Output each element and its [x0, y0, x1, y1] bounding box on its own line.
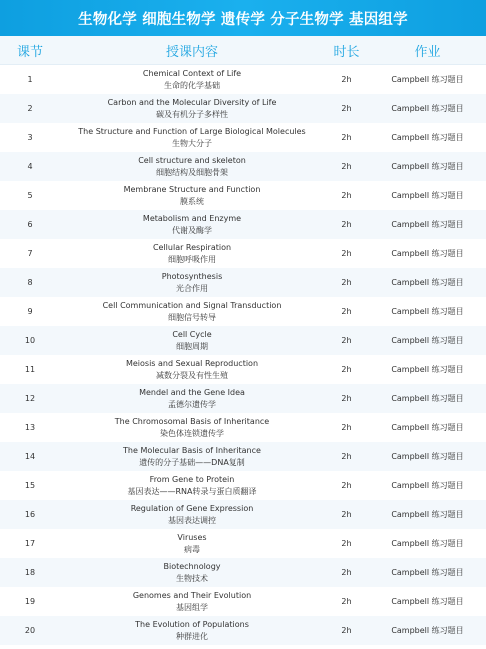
- lesson-duration: 2h: [341, 568, 352, 577]
- lesson-number: 14: [24, 452, 36, 461]
- lesson-homework: Campbell 练习题目: [391, 423, 464, 432]
- table-row: [0, 152, 486, 181]
- lesson-homework: Campbell 练习题目: [391, 568, 464, 577]
- topic-english: Mendel and the Gene Idea: [139, 388, 245, 397]
- topic-chinese: 细胞周期: [176, 341, 208, 351]
- lesson-topic: [60, 503, 324, 526]
- lesson-homework: Campbell 练习题目: [391, 626, 464, 635]
- table-row: [0, 268, 486, 297]
- lesson-topic: [60, 213, 324, 236]
- topic-english: The Evolution of Populations: [135, 620, 249, 629]
- topic-chinese: 遗传的分子基础——DNA复制: [139, 457, 245, 467]
- lesson-number: 20: [24, 626, 36, 635]
- table-body: [0, 65, 486, 645]
- lesson-number: 8: [27, 278, 33, 287]
- lesson-duration: 2h: [341, 394, 352, 403]
- lesson-number: 17: [24, 539, 36, 548]
- topic-chinese: 基因表达——RNA转录与蛋白质翻译: [127, 486, 257, 496]
- lesson-number: 11: [24, 365, 36, 374]
- topic-english: Metabolism and Enzyme: [142, 214, 242, 223]
- table-row: [0, 616, 486, 645]
- lesson-topic: [60, 445, 324, 468]
- lesson-homework: Campbell 练习题目: [391, 104, 464, 113]
- lesson-duration: 2h: [341, 162, 352, 171]
- topic-chinese: 生物技术: [176, 573, 208, 583]
- lesson-number: 7: [27, 249, 33, 258]
- lesson-homework: Campbell 练习题目: [391, 191, 464, 200]
- lesson-number: 13: [24, 423, 36, 432]
- lesson-number: 12: [24, 394, 36, 403]
- lesson-duration: 2h: [341, 307, 352, 316]
- lesson-homework: Campbell 练习题目: [391, 452, 464, 461]
- table-row: [0, 297, 486, 326]
- lesson-homework: Campbell 练习题目: [391, 510, 464, 519]
- lesson-topic: [60, 126, 324, 149]
- lesson-homework: Campbell 练习题目: [391, 133, 464, 142]
- lesson-duration: 2h: [341, 481, 352, 490]
- topic-english: Cell structure and skeleton: [138, 156, 246, 165]
- topic-english: Membrane Structure and Function: [123, 185, 261, 194]
- lesson-topic: [60, 590, 324, 613]
- lesson-duration: 2h: [341, 539, 352, 548]
- lesson-duration: 2h: [341, 133, 352, 142]
- lesson-number: 5: [27, 191, 33, 200]
- topic-chinese: 碳及有机分子多样性: [156, 109, 228, 119]
- header-homework: 作业: [414, 44, 441, 60]
- topic-english: Cell Communication and Signal Transduction: [102, 301, 282, 310]
- lesson-topic: [60, 242, 324, 265]
- topic-english: Meiosis and Sexual Reproduction: [125, 359, 259, 368]
- table-row: [0, 529, 486, 558]
- topic-chinese: 种群进化: [176, 631, 208, 641]
- table-row: [0, 413, 486, 442]
- table-row: [0, 384, 486, 413]
- lesson-topic: [60, 329, 324, 352]
- lesson-duration: 2h: [341, 278, 352, 287]
- table-row: [0, 94, 486, 123]
- lesson-duration: 2h: [341, 423, 352, 432]
- lesson-duration: 2h: [341, 75, 352, 84]
- table-row: [0, 442, 486, 471]
- topic-chinese: 细胞呼吸作用: [168, 254, 216, 264]
- topic-chinese: 染色体连锁遗传学: [160, 428, 224, 438]
- lesson-duration: 2h: [341, 597, 352, 606]
- table-row: [0, 471, 486, 500]
- topic-chinese: 细胞结构及细胞骨架: [156, 167, 228, 177]
- topic-english: Carbon and the Molecular Diversity of Life: [107, 98, 277, 107]
- topic-chinese: 光合作用: [176, 283, 208, 293]
- topic-chinese: 代谢及酶学: [172, 225, 212, 235]
- lesson-topic: [60, 300, 324, 323]
- lesson-number: 18: [24, 568, 36, 577]
- lesson-topic: [60, 532, 324, 555]
- table-row: [0, 500, 486, 529]
- lesson-homework: Campbell 练习题目: [391, 365, 464, 374]
- lesson-topic: [60, 184, 324, 207]
- topic-chinese: 基因组学: [176, 602, 208, 612]
- lesson-number: 10: [24, 336, 36, 345]
- lesson-topic: [60, 97, 324, 120]
- header-content: 授课内容: [165, 44, 218, 60]
- lesson-homework: Campbell 练习题目: [391, 307, 464, 316]
- lesson-number: 15: [24, 481, 36, 490]
- lesson-number: 19: [24, 597, 36, 606]
- lesson-homework: Campbell 练习题目: [391, 75, 464, 84]
- lesson-homework: Campbell 练习题目: [391, 336, 464, 345]
- lesson-number: 16: [24, 510, 36, 519]
- topic-english: Photosynthesis: [161, 272, 223, 281]
- lesson-homework: Campbell 练习题目: [391, 220, 464, 229]
- topic-english: Viruses: [177, 533, 207, 542]
- table-row: [0, 181, 486, 210]
- lesson-homework: Campbell 练习题目: [391, 597, 464, 606]
- lesson-topic: [60, 561, 324, 584]
- topic-chinese: 膜系统: [180, 196, 204, 206]
- lesson-homework: Campbell 练习题目: [391, 249, 464, 258]
- table-row: [0, 210, 486, 239]
- lesson-number: 6: [27, 220, 33, 229]
- lesson-number: 4: [27, 162, 33, 171]
- lesson-duration: 2h: [341, 365, 352, 374]
- lesson-duration: 2h: [341, 191, 352, 200]
- lesson-topic: [60, 358, 324, 381]
- header-lesson: 课节: [16, 44, 43, 60]
- table-row: [0, 558, 486, 587]
- table-row: [0, 355, 486, 384]
- lesson-number: 9: [27, 307, 33, 316]
- topic-english: Cell Cycle: [172, 330, 212, 339]
- lesson-topic: [60, 474, 324, 497]
- lesson-number: 3: [27, 133, 33, 142]
- lesson-topic: [60, 387, 324, 410]
- page-title: 生物化学 细胞生物学 遗传学 分子生物学 基因组学: [0, 0, 486, 36]
- topic-english: Biotechnology: [163, 562, 221, 571]
- lesson-homework: Campbell 练习题目: [391, 162, 464, 171]
- topic-english: Chemical Context of Life: [142, 69, 242, 78]
- table-row: [0, 326, 486, 355]
- topic-chinese: 生命的化学基础: [164, 80, 220, 90]
- lesson-duration: 2h: [341, 336, 352, 345]
- lesson-duration: 2h: [341, 220, 352, 229]
- topic-chinese: 减数分裂及有性生殖: [156, 370, 228, 380]
- lesson-homework: Campbell 练习题目: [391, 278, 464, 287]
- topic-chinese: 细胞信号转导: [168, 312, 216, 322]
- lesson-topic: [60, 271, 324, 294]
- lesson-topic: [60, 619, 324, 642]
- lesson-homework: Campbell 练习题目: [391, 394, 464, 403]
- table-row: [0, 239, 486, 268]
- topic-chinese: 生物大分子: [172, 138, 212, 148]
- lesson-duration: 2h: [341, 626, 352, 635]
- lesson-topic: [60, 416, 324, 439]
- table-header: [0, 36, 486, 65]
- topic-english: Cellular Respiration: [152, 243, 232, 252]
- lesson-homework: Campbell 练习题目: [391, 539, 464, 548]
- topic-english: From Gene to Protein: [149, 475, 235, 484]
- topic-english: Regulation of Gene Expression: [130, 504, 254, 513]
- topic-chinese: 病毒: [184, 544, 200, 554]
- topic-english: Genomes and Their Evolution: [132, 591, 252, 600]
- lesson-topic: [60, 155, 324, 178]
- lesson-topic: [60, 68, 324, 91]
- lesson-duration: 2h: [341, 249, 352, 258]
- topic-english: The Chromosomal Basis of Inheritance: [114, 417, 270, 426]
- lesson-duration: 2h: [341, 104, 352, 113]
- table-row: [0, 65, 486, 94]
- topic-chinese: 孟德尔遗传学: [168, 399, 216, 409]
- table-row: [0, 123, 486, 152]
- topic-english: The Molecular Basis of Inheritance: [123, 446, 261, 455]
- lesson-duration: 2h: [341, 510, 352, 519]
- lesson-number: 1: [27, 75, 33, 84]
- table-row: [0, 587, 486, 616]
- lesson-duration: 2h: [341, 452, 352, 461]
- header-duration: 时长: [333, 44, 360, 60]
- topic-english: The Structure and Function of Large Biological Molecules: [78, 127, 306, 136]
- lesson-number: 2: [27, 104, 33, 113]
- lesson-homework: Campbell 练习题目: [391, 481, 464, 490]
- topic-chinese: 基因表达调控: [168, 515, 216, 525]
